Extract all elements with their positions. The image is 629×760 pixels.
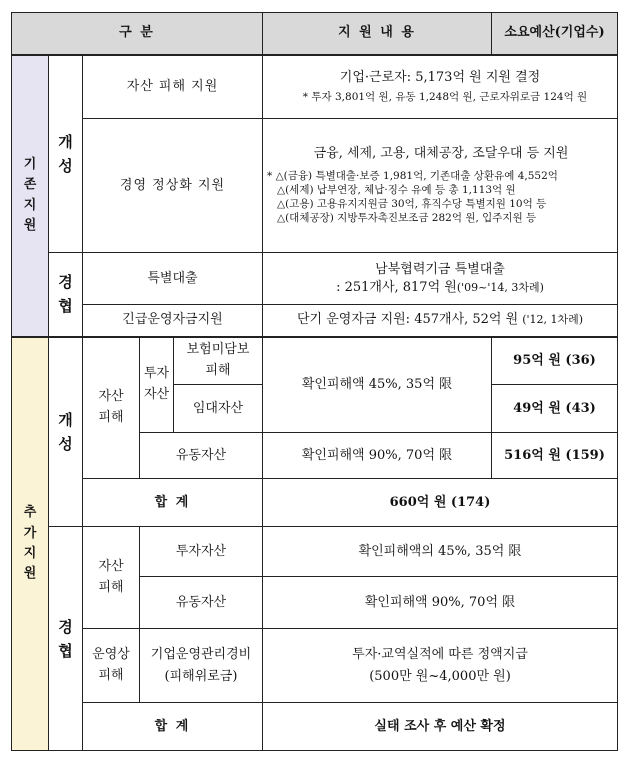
existing-asset-damage-main: 기업·근로자: 5,173억 원 지원 결정 (339, 69, 541, 85)
additional-operating-damage-item-line1: 기업운영관리경비 (150, 646, 252, 662)
header-category: 구 분 (12, 13, 263, 55)
existing-asset-damage-label: 자산 피해 지원 (83, 55, 263, 119)
additional-gyeonghyeop-asset-damage-text: 자산피해 (98, 558, 124, 595)
additional-gyeonghyeop-total-label: 합 계 (83, 703, 263, 751)
existing-gyeonghyeop-text: 경협 (58, 273, 73, 316)
additional-gyeonghyeop-current-asset-support: 확인피해액 90%, 70억 限 (263, 577, 618, 629)
existing-normalization-main: 금융, 세제, 고용, 대체공장, 조달우대 등 지원 (313, 146, 569, 162)
additional-gyeonghyeop-total-value: 실태 조사 후 예산 확정 (263, 703, 618, 751)
existing-gaeseong-label (49, 55, 83, 253)
additional-gaeseong-current-asset-support: 확인피해액 90%, 70억 限 (263, 433, 492, 479)
existing-emergency-content (263, 305, 618, 337)
existing-emergency-main: 단기 운영자금 지원: 457개사, 52억 원 (296, 312, 519, 328)
existing-support-text: 기존지원 (23, 157, 37, 233)
existing-normalization-note-3: △(고용) 고용유지지원금 30억, 휴직수당 특별지원 10억 등 (277, 198, 547, 211)
additional-gaeseong-text: 개성 (58, 410, 73, 453)
additional-gaeseong-label (49, 337, 83, 527)
additional-support-text: 추가지원 (23, 505, 37, 581)
header-content: 지 원 내 용 (263, 13, 492, 55)
existing-normalization-label: 경영 정상화 지원 (83, 119, 263, 253)
additional-operating-damage-item (140, 629, 263, 703)
additional-gaeseong-total-value: 660억 원 (174) (263, 479, 618, 527)
existing-normalization-note-1: * △(금융) 특별대출·보증 1,981억, 기존대출 상환유예 4,552억 (267, 169, 558, 182)
additional-insurance-unsecured-label (174, 337, 263, 385)
additional-gyeonghyeop-investment-asset-support: 확인피해액의 45%, 35억 限 (263, 527, 618, 577)
additional-operating-damage-support-line1: 투자·교역실적에 따른 정액지급 (352, 646, 528, 662)
additional-operating-damage-text: 운영상피해 (92, 646, 130, 683)
existing-emergency-label: 긴급운영자금지원 (83, 305, 263, 337)
existing-asset-damage-note: * 투자 3,801억 원, 유동 1,248억 원, 근로자위로금 124억 원 (302, 91, 588, 104)
existing-emergency-sub: ('12, 1차례) (522, 313, 584, 327)
existing-special-loan-content (263, 253, 618, 305)
additional-operating-damage-item-line2: (피해위로금) (164, 668, 238, 684)
existing-gaeseong-text: 개성 (58, 132, 73, 175)
additional-gaeseong-current-asset-budget: 516억 원 (159) (492, 433, 618, 479)
existing-special-loan-label: 특별대출 (83, 253, 263, 305)
additional-gyeonghyeop-text: 경협 (58, 617, 73, 660)
additional-gaeseong-total-label: 합 계 (83, 479, 263, 527)
existing-asset-damage-content (263, 55, 618, 119)
existing-special-loan-line2 (265, 279, 615, 297)
additional-gaeseong-investment-asset-label (140, 337, 174, 433)
additional-gyeonghyeop-label (49, 527, 83, 751)
additional-gyeonghyeop-asset-damage-label (83, 527, 140, 629)
additional-operating-damage-support-line2: (500만 원~4,000만 원) (369, 668, 511, 684)
existing-support-label (12, 55, 49, 337)
additional-operating-damage-label (83, 629, 140, 703)
additional-investment-support: 확인피해액 45%, 35억 限 (263, 337, 492, 433)
additional-gaeseong-asset-damage-text: 자산피해 (98, 388, 124, 425)
additional-insurance-unsecured-text: 보험미담보피해 (186, 341, 250, 378)
additional-gaeseong-asset-damage-label (83, 337, 140, 479)
additional-insurance-unsecured-budget: 95억 원 (36) (492, 337, 618, 385)
additional-gaeseong-current-asset-label: 유동자산 (140, 433, 263, 479)
existing-special-loan-line1: 남북협력기금 특별대출 (375, 261, 505, 277)
support-table (11, 12, 618, 751)
additional-gyeonghyeop-current-asset-label: 유동자산 (140, 577, 263, 629)
existing-special-loan-line2-main: : 251개사, 817억 원 (336, 279, 457, 295)
existing-normalization-content (263, 119, 618, 253)
header-budget: 소요예산(기업수) (492, 13, 618, 55)
existing-gyeonghyeop-label (49, 253, 83, 337)
additional-leased-asset-label: 임대자산 (174, 385, 263, 433)
existing-special-loan-line2-sub: ('09~'14, 3차례) (456, 280, 544, 294)
existing-normalization-note-2: △(세제) 납부연장, 체납·징수 유예 등 총 1,113억 원 (277, 184, 516, 197)
existing-normalization-note-4: △(대체공장) 지방투자촉진보조금 282억 원, 입주지원 등 (277, 212, 537, 225)
additional-leased-asset-budget: 49억 원 (43) (492, 385, 618, 433)
additional-gyeonghyeop-investment-asset-label: 투자자산 (140, 527, 263, 577)
additional-operating-damage-support (263, 629, 618, 703)
additional-support-label (12, 337, 49, 751)
additional-gaeseong-investment-asset-text: 투자자산 (143, 365, 170, 402)
